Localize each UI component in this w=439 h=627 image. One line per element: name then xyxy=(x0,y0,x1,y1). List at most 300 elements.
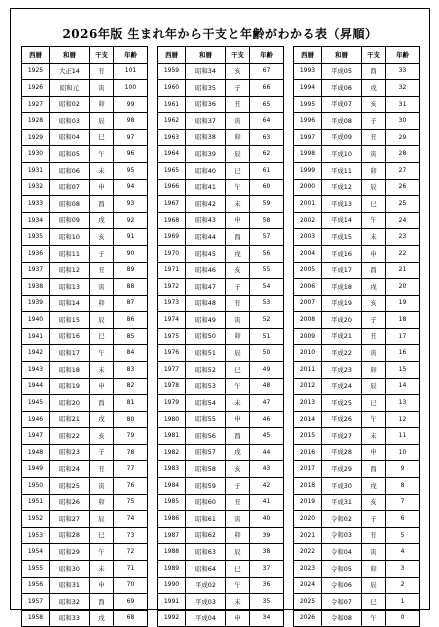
cell-eto: 辰 xyxy=(226,146,250,163)
cell-eto: 巳 xyxy=(90,328,114,345)
cell-seireki: 1948 xyxy=(22,444,50,461)
cell-wareki: 昭和09 xyxy=(50,212,90,229)
cell-wareki: 昭和57 xyxy=(186,444,226,461)
cell-age: 100 xyxy=(114,80,148,97)
cell-seireki: 2013 xyxy=(294,395,322,412)
cell-wareki: 平成20 xyxy=(322,312,362,329)
cell-age: 20 xyxy=(386,279,420,296)
cell-seireki: 2024 xyxy=(294,577,322,594)
cell-age: 74 xyxy=(114,511,148,528)
cell-wareki: 昭和28 xyxy=(50,527,90,544)
table-row xyxy=(294,610,420,627)
cell-age: 5 xyxy=(386,527,420,544)
cell-wareki: 昭和64 xyxy=(186,560,226,577)
table-row xyxy=(294,295,420,312)
table-row xyxy=(158,63,284,80)
cell-wareki: 昭和02 xyxy=(50,96,90,113)
cell-age: 92 xyxy=(114,212,148,229)
table-row xyxy=(158,80,284,97)
cell-age: 42 xyxy=(250,478,284,495)
cell-seireki: 1954 xyxy=(22,544,50,561)
cell-seireki: 2012 xyxy=(294,378,322,395)
table-row xyxy=(294,146,420,163)
table-row xyxy=(158,577,284,594)
table-row xyxy=(294,395,420,412)
cell-eto: 戌 xyxy=(90,411,114,428)
table-row xyxy=(22,395,148,412)
cell-age: 96 xyxy=(114,146,148,163)
table-row xyxy=(22,461,148,478)
cell-eto: 丑 xyxy=(226,295,250,312)
cell-eto: 子 xyxy=(90,245,114,262)
cell-wareki: 平成26 xyxy=(322,411,362,428)
table-header-row xyxy=(294,47,420,64)
cell-eto: 申 xyxy=(362,444,386,461)
cell-seireki: 2005 xyxy=(294,262,322,279)
cell-seireki: 2016 xyxy=(294,444,322,461)
table-row xyxy=(22,245,148,262)
header-age: 年齢 xyxy=(386,47,420,64)
cell-wareki: 昭和04 xyxy=(50,129,90,146)
cell-wareki: 平成28 xyxy=(322,444,362,461)
cell-eto: 辰 xyxy=(226,544,250,561)
cell-eto: 戌 xyxy=(362,80,386,97)
cell-eto: 未 xyxy=(362,229,386,246)
cell-eto: 未 xyxy=(90,560,114,577)
cell-wareki: 昭和60 xyxy=(186,494,226,511)
cell-eto: 辰 xyxy=(362,179,386,196)
table-row xyxy=(294,262,420,279)
cell-eto: 酉 xyxy=(90,395,114,412)
cell-age: 59 xyxy=(250,196,284,213)
cell-age: 76 xyxy=(114,478,148,495)
cell-eto: 卯 xyxy=(90,494,114,511)
cell-eto: 丑 xyxy=(362,328,386,345)
cell-seireki: 1936 xyxy=(22,245,50,262)
cell-eto: 亥 xyxy=(90,428,114,445)
cell-seireki: 1978 xyxy=(158,378,186,395)
cell-seireki: 1976 xyxy=(158,345,186,362)
cell-seireki: 1932 xyxy=(22,179,50,196)
cell-wareki: 令和08 xyxy=(322,610,362,627)
cell-seireki: 1938 xyxy=(22,279,50,296)
cell-wareki: 令和06 xyxy=(322,577,362,594)
table-row xyxy=(294,179,420,196)
table-row xyxy=(158,511,284,528)
cell-seireki: 1998 xyxy=(294,146,322,163)
table-row xyxy=(22,511,148,528)
cell-wareki: 平成12 xyxy=(322,179,362,196)
cell-eto: 未 xyxy=(362,428,386,445)
cell-eto: 午 xyxy=(90,146,114,163)
cell-wareki: 平成31 xyxy=(322,494,362,511)
cell-eto: 卯 xyxy=(226,328,250,345)
cell-seireki: 1973 xyxy=(158,295,186,312)
cell-eto: 未 xyxy=(226,395,250,412)
cell-eto: 丑 xyxy=(90,461,114,478)
cell-age: 25 xyxy=(386,196,420,213)
cell-age: 26 xyxy=(386,179,420,196)
cell-eto: 戌 xyxy=(362,478,386,495)
cell-age: 0 xyxy=(386,610,420,627)
cell-eto: 亥 xyxy=(226,63,250,80)
cell-seireki: 1944 xyxy=(22,378,50,395)
table-row xyxy=(22,577,148,594)
cell-seireki: 1995 xyxy=(294,96,322,113)
cell-wareki: 平成21 xyxy=(322,328,362,345)
table-row xyxy=(22,163,148,180)
cell-wareki: 昭和05 xyxy=(50,146,90,163)
cell-eto: 巳 xyxy=(90,129,114,146)
cell-wareki: 昭和11 xyxy=(50,245,90,262)
cell-wareki: 昭和41 xyxy=(186,179,226,196)
cell-age: 70 xyxy=(114,577,148,594)
cell-wareki: 昭和36 xyxy=(186,96,226,113)
cell-age: 90 xyxy=(114,245,148,262)
cell-wareki: 昭和45 xyxy=(186,245,226,262)
table-row xyxy=(22,212,148,229)
table-row xyxy=(22,113,148,130)
table-row xyxy=(294,63,420,80)
table-row xyxy=(158,262,284,279)
cell-age: 89 xyxy=(114,262,148,279)
cell-age: 9 xyxy=(386,461,420,478)
cell-age: 75 xyxy=(114,494,148,511)
table-row xyxy=(22,527,148,544)
cell-eto: 丑 xyxy=(362,129,386,146)
cell-wareki: 昭和26 xyxy=(50,494,90,511)
header-seireki: 西暦 xyxy=(294,47,322,64)
cell-eto: 寅 xyxy=(226,511,250,528)
cell-eto: 戌 xyxy=(90,610,114,627)
cell-eto: 寅 xyxy=(90,478,114,495)
cell-age: 72 xyxy=(114,544,148,561)
cell-wareki: 令和07 xyxy=(322,594,362,611)
cell-wareki: 昭和33 xyxy=(50,610,90,627)
cell-seireki: 1977 xyxy=(158,361,186,378)
cell-seireki: 2003 xyxy=(294,229,322,246)
cell-wareki: 平成25 xyxy=(322,395,362,412)
cell-age: 22 xyxy=(386,245,420,262)
cell-seireki: 1951 xyxy=(22,494,50,511)
table-row xyxy=(22,378,148,395)
cell-seireki: 1993 xyxy=(294,63,322,80)
table-row xyxy=(294,594,420,611)
cell-wareki: 平成23 xyxy=(322,361,362,378)
cell-wareki: 昭和43 xyxy=(186,212,226,229)
cell-seireki: 1967 xyxy=(158,196,186,213)
cell-wareki: 昭和27 xyxy=(50,511,90,528)
header-seireki: 西暦 xyxy=(158,47,186,64)
cell-seireki: 1950 xyxy=(22,478,50,495)
table-row xyxy=(294,560,420,577)
cell-eto: 亥 xyxy=(90,229,114,246)
cell-wareki: 令和03 xyxy=(322,527,362,544)
cell-wareki: 昭和61 xyxy=(186,511,226,528)
table-row xyxy=(158,527,284,544)
cell-age: 65 xyxy=(250,96,284,113)
table-row xyxy=(158,594,284,611)
cell-age: 53 xyxy=(250,295,284,312)
table-row xyxy=(22,80,148,97)
cell-eto: 子 xyxy=(362,113,386,130)
cell-eto: 辰 xyxy=(90,511,114,528)
cell-seireki: 1941 xyxy=(22,328,50,345)
cell-seireki: 1943 xyxy=(22,361,50,378)
cell-wareki: 平成27 xyxy=(322,428,362,445)
cell-eto: 寅 xyxy=(362,146,386,163)
cell-seireki: 1937 xyxy=(22,262,50,279)
table-row xyxy=(22,444,148,461)
table-row xyxy=(158,279,284,296)
cell-age: 79 xyxy=(114,428,148,445)
cell-wareki: 昭和元 xyxy=(50,80,90,97)
cell-wareki: 平成22 xyxy=(322,345,362,362)
table-row xyxy=(294,378,420,395)
cell-wareki: 平成03 xyxy=(186,594,226,611)
cell-wareki: 昭和52 xyxy=(186,361,226,378)
cell-seireki: 2026 xyxy=(294,610,322,627)
table-row xyxy=(294,245,420,262)
cell-age: 45 xyxy=(250,428,284,445)
cell-age: 60 xyxy=(250,179,284,196)
cell-eto: 巳 xyxy=(362,395,386,412)
cell-eto: 子 xyxy=(226,80,250,97)
cell-seireki: 1926 xyxy=(22,80,50,97)
cell-age: 87 xyxy=(114,295,148,312)
cell-seireki: 1999 xyxy=(294,163,322,180)
cell-wareki: 昭和44 xyxy=(186,229,226,246)
cell-age: 23 xyxy=(386,229,420,246)
cell-seireki: 1931 xyxy=(22,163,50,180)
table-row xyxy=(158,544,284,561)
cell-seireki: 1934 xyxy=(22,212,50,229)
table-row xyxy=(294,544,420,561)
cell-age: 69 xyxy=(114,594,148,611)
cell-age: 43 xyxy=(250,461,284,478)
table-row xyxy=(22,129,148,146)
cell-wareki: 昭和49 xyxy=(186,312,226,329)
cell-eto: 寅 xyxy=(226,113,250,130)
table-row xyxy=(22,328,148,345)
cell-eto: 卯 xyxy=(362,163,386,180)
cell-seireki: 2006 xyxy=(294,279,322,296)
cell-age: 36 xyxy=(250,577,284,594)
cell-seireki: 1980 xyxy=(158,411,186,428)
cell-seireki: 1955 xyxy=(22,560,50,577)
cell-seireki: 1952 xyxy=(22,511,50,528)
cell-wareki: 平成16 xyxy=(322,245,362,262)
cell-age: 10 xyxy=(386,444,420,461)
cell-seireki: 2018 xyxy=(294,478,322,495)
cell-wareki: 昭和24 xyxy=(50,461,90,478)
table-row xyxy=(22,361,148,378)
cell-eto: 辰 xyxy=(90,113,114,130)
table-row xyxy=(294,96,420,113)
cell-seireki: 1949 xyxy=(22,461,50,478)
cell-age: 1 xyxy=(386,594,420,611)
cell-seireki: 1975 xyxy=(158,328,186,345)
cell-seireki: 1969 xyxy=(158,229,186,246)
cell-seireki: 1966 xyxy=(158,179,186,196)
cell-seireki: 2019 xyxy=(294,494,322,511)
cell-eto: 子 xyxy=(90,444,114,461)
cell-wareki: 平成06 xyxy=(322,80,362,97)
cell-wareki: 昭和14 xyxy=(50,295,90,312)
table-row xyxy=(22,345,148,362)
cell-eto: 酉 xyxy=(362,461,386,478)
cell-eto: 午 xyxy=(226,378,250,395)
header-eto: 干支 xyxy=(362,47,386,64)
cell-age: 67 xyxy=(250,63,284,80)
cell-seireki: 1935 xyxy=(22,229,50,246)
table-row xyxy=(22,146,148,163)
table-row xyxy=(158,212,284,229)
cell-eto: 寅 xyxy=(90,80,114,97)
cell-seireki: 1960 xyxy=(158,80,186,97)
cell-age: 38 xyxy=(250,544,284,561)
cell-eto: 酉 xyxy=(226,428,250,445)
cell-age: 58 xyxy=(250,212,284,229)
table-row xyxy=(294,80,420,97)
cell-wareki: 平成09 xyxy=(322,129,362,146)
cell-wareki: 昭和19 xyxy=(50,378,90,395)
cell-age: 63 xyxy=(250,129,284,146)
cell-age: 6 xyxy=(386,511,420,528)
cell-seireki: 1979 xyxy=(158,395,186,412)
cell-age: 71 xyxy=(114,560,148,577)
cell-eto: 午 xyxy=(362,212,386,229)
cell-age: 82 xyxy=(114,378,148,395)
cell-wareki: 昭和53 xyxy=(186,378,226,395)
cell-age: 27 xyxy=(386,163,420,180)
cell-age: 95 xyxy=(114,163,148,180)
cell-age: 68 xyxy=(114,610,148,627)
cell-seireki: 2011 xyxy=(294,361,322,378)
table-row xyxy=(158,245,284,262)
table-row xyxy=(158,312,284,329)
cell-age: 21 xyxy=(386,262,420,279)
cell-seireki: 1933 xyxy=(22,196,50,213)
cell-wareki: 昭和30 xyxy=(50,560,90,577)
cell-seireki: 1994 xyxy=(294,80,322,97)
cell-age: 101 xyxy=(114,63,148,80)
cell-eto: 子 xyxy=(226,279,250,296)
table-row xyxy=(158,560,284,577)
cell-seireki: 2010 xyxy=(294,345,322,362)
cell-wareki: 昭和37 xyxy=(186,113,226,130)
cell-wareki: 令和04 xyxy=(322,544,362,561)
cell-eto: 辰 xyxy=(362,378,386,395)
cell-eto: 戌 xyxy=(226,245,250,262)
cell-wareki: 昭和07 xyxy=(50,179,90,196)
table-row xyxy=(158,179,284,196)
cell-age: 56 xyxy=(250,245,284,262)
cell-eto: 申 xyxy=(362,245,386,262)
cell-wareki: 昭和17 xyxy=(50,345,90,362)
cell-eto: 酉 xyxy=(362,63,386,80)
table-row xyxy=(158,96,284,113)
cell-age: 50 xyxy=(250,345,284,362)
cell-age: 29 xyxy=(386,129,420,146)
cell-age: 18 xyxy=(386,312,420,329)
cell-age: 99 xyxy=(114,96,148,113)
header-eto: 干支 xyxy=(226,47,250,64)
cell-age: 51 xyxy=(250,328,284,345)
table-row xyxy=(294,279,420,296)
table-row xyxy=(158,146,284,163)
cell-wareki: 昭和23 xyxy=(50,444,90,461)
cell-seireki: 2007 xyxy=(294,295,322,312)
cell-wareki: 昭和25 xyxy=(50,478,90,495)
table-row xyxy=(158,345,284,362)
cell-seireki: 1959 xyxy=(158,63,186,80)
table-row xyxy=(294,212,420,229)
cell-seireki: 2017 xyxy=(294,461,322,478)
cell-eto: 辰 xyxy=(226,345,250,362)
cell-age: 64 xyxy=(250,113,284,130)
table-row xyxy=(294,494,420,511)
cell-eto: 卯 xyxy=(90,295,114,312)
cell-age: 17 xyxy=(386,328,420,345)
cell-age: 91 xyxy=(114,229,148,246)
cell-eto: 子 xyxy=(226,478,250,495)
table-row xyxy=(158,229,284,246)
cell-wareki: 令和02 xyxy=(322,511,362,528)
cell-seireki: 1990 xyxy=(158,577,186,594)
cell-wareki: 昭和50 xyxy=(186,328,226,345)
cell-age: 97 xyxy=(114,129,148,146)
cell-wareki: 昭和06 xyxy=(50,163,90,180)
cell-seireki: 1958 xyxy=(22,610,50,627)
cell-eto: 亥 xyxy=(362,295,386,312)
cell-eto: 午 xyxy=(362,411,386,428)
cell-age: 85 xyxy=(114,328,148,345)
cell-age: 83 xyxy=(114,361,148,378)
cell-wareki: 昭和42 xyxy=(186,196,226,213)
cell-wareki: 昭和46 xyxy=(186,262,226,279)
cell-eto: 巳 xyxy=(362,594,386,611)
cell-seireki: 1953 xyxy=(22,527,50,544)
cell-seireki: 1981 xyxy=(158,428,186,445)
cell-seireki: 1971 xyxy=(158,262,186,279)
cell-eto: 未 xyxy=(90,163,114,180)
cell-seireki: 1939 xyxy=(22,295,50,312)
cell-seireki: 1996 xyxy=(294,113,322,130)
cell-wareki: 昭和38 xyxy=(186,129,226,146)
cell-wareki: 平成24 xyxy=(322,378,362,395)
cell-eto: 辰 xyxy=(90,312,114,329)
cell-seireki: 1927 xyxy=(22,96,50,113)
cell-wareki: 昭和63 xyxy=(186,544,226,561)
cell-age: 57 xyxy=(250,229,284,246)
cell-wareki: 昭和62 xyxy=(186,527,226,544)
table-row xyxy=(22,295,148,312)
table-row xyxy=(158,295,284,312)
eto-table-3 xyxy=(293,46,420,627)
table-row xyxy=(294,527,420,544)
table-row xyxy=(294,113,420,130)
cell-eto: 亥 xyxy=(362,494,386,511)
cell-eto: 申 xyxy=(226,610,250,627)
cell-eto: 丑 xyxy=(226,494,250,511)
cell-wareki: 昭和32 xyxy=(50,594,90,611)
cell-wareki: 昭和21 xyxy=(50,411,90,428)
cell-age: 31 xyxy=(386,96,420,113)
cell-age: 39 xyxy=(250,527,284,544)
cell-eto: 丑 xyxy=(90,262,114,279)
header-wareki: 和暦 xyxy=(322,47,362,64)
